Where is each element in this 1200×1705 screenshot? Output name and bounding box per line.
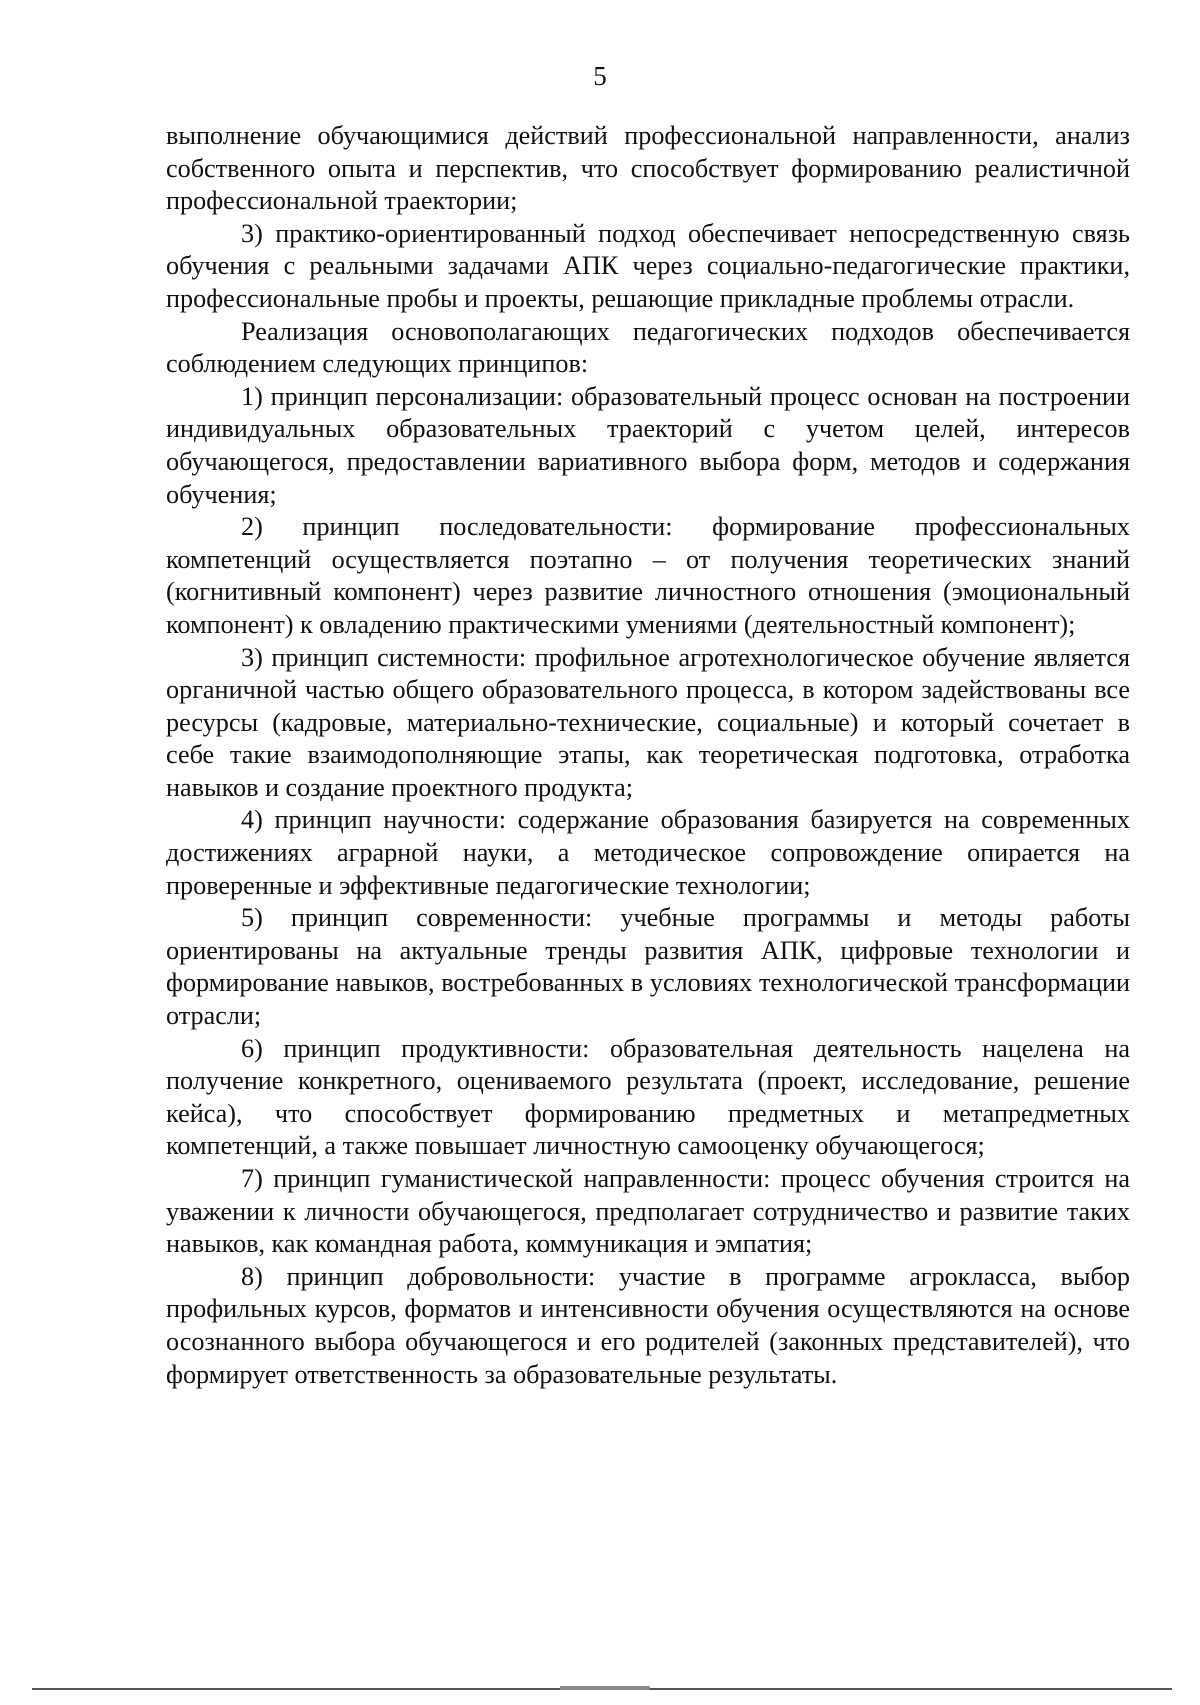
paragraph-principle-8: 8) принцип добровольности: участие в программе агрокласса, выбор профильных курсов, форматов и интенсивности обучения осуществляются на основе осознанного выбора обучающегося и его родителей (законных представителей), что формирует ответственность за образовательные результаты. — [166, 1261, 1130, 1389]
body-text — [166, 120, 1130, 1391]
scan-bottom-rule-mark — [560, 1686, 650, 1690]
paragraph-principle-5: 5) принцип современности: учебные программы и методы работы ориентированы на актуальные тренды развития АПК, цифровые технологии и формирование навыков, востребованных в условиях технологической трансформации отрасли; — [166, 903, 1130, 1031]
paragraph-continuation: выполнение обучающимися действий профессиональной направленности, анализ собственного опыта и перспектив, что способствует формированию реалистичной профессиональной траектории; — [166, 121, 1130, 216]
paragraph-principle-2: 2) принцип последовательности: формирование профессиональных компетенций осуществляется поэтапно – от получения теоретических знаний (когнитивный компонент) через развитие личностного отношения (эмоциональный компонент) к овладению практическими умениями (деятельностный компонент); — [166, 512, 1130, 639]
page-number: 5 — [593, 61, 607, 91]
paragraph-principle-1: 1) принцип персонализации: образовательный процесс основан на построении индивидуальных образовательных траекторий с учетом целей, интересов обучающегося, предоставлении вариативного выбора форм, методов и содержания обучения; — [166, 381, 1130, 509]
paragraph-approach-3: 3) практико-ориентированный подход обеспечивает непосредственную связь обучения с реальными задачами АПК через социально-педагогические практики, профессиональные пробы и проекты, решающие прикладные проблемы отрасли. — [166, 218, 1130, 313]
paragraph-implementation: Реализация основополагающих педагогических подходов обеспечивается соблюдением следующих принципов: — [166, 316, 1130, 379]
paragraph-principle-7: 7) принцип гуманистической направленности: процесс обучения строится на уважении к личности обучающегося, предполагает сотрудничество и развитие таких навыков, как командная работа, коммуникация и эмпатия; — [166, 1164, 1130, 1259]
paragraph-principle-3: 3) принцип системности: профильное агротехнологическое обучение является органичной частью общего образовательного процесса, в котором задействованы все ресурсы (кадровые, материально-технические, социальные) и который сочетает в себе такие взаимодополняющие этапы, как теоретическая подготовка, отработка навыков и создание проектного продукта; — [166, 642, 1130, 802]
paragraph-principle-4: 4) принцип научности: содержание образования базируется на современных достижениях аграрной науки, а методическое сопровождение опирается на проверенные и эффективные педагогические технологии; — [166, 805, 1130, 900]
paragraph-principle-6: 6) принцип продуктивности: образовательная деятельность нацелена на получение конкретного, оцениваемого результата (проект, исследование, решение кейса), что способствует формированию предметных и метапредметных компетенций, а также повышает личностную самооценку обучающегося; — [166, 1033, 1130, 1161]
